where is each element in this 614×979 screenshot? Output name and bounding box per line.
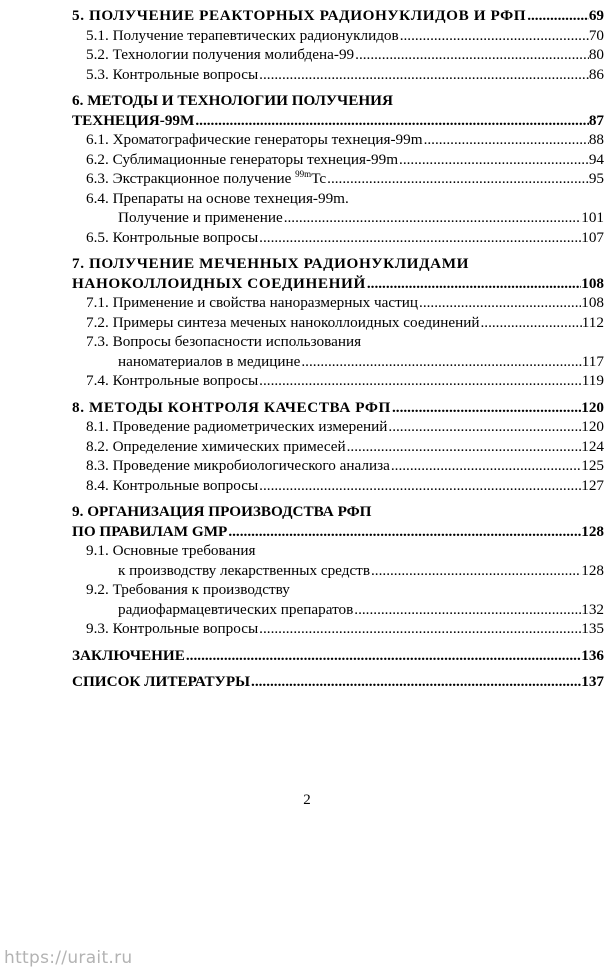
toc-entry-9-title-line1 <box>72 502 604 522</box>
leader-dots <box>387 417 581 437</box>
toc-section-5 <box>72 6 604 84</box>
toc-entry-conclusion[interactable] <box>72 646 604 666</box>
toc-section-9 <box>72 502 604 639</box>
leader-dots <box>353 600 581 620</box>
toc-title: 8. МЕТОДЫ КОНТРОЛЯ КАЧЕСТВА РФП <box>72 398 391 416</box>
toc-page: 127 <box>581 476 604 494</box>
toc-entry-6-5[interactable] <box>72 228 604 248</box>
toc-entry-6-4[interactable] <box>72 208 604 228</box>
leader-dots <box>354 45 589 65</box>
toc-entry-7-2[interactable] <box>72 313 604 333</box>
leader-dots <box>258 371 582 391</box>
leader-dots <box>390 456 581 476</box>
toc-label: 9.1. Основные требования <box>86 542 256 559</box>
toc-page: 95 <box>588 170 604 187</box>
isotope-superscript: 99m <box>295 169 312 179</box>
toc-label: 7.2. Примеры синтеза меченых наноколлоидных соединений <box>86 313 480 331</box>
toc-entry-8-3[interactable] <box>72 456 604 476</box>
leader-dots <box>227 522 581 542</box>
toc-label: 6.1. Хроматографические генераторы технеция-99m <box>86 131 423 148</box>
toc-page: 88 <box>588 131 604 148</box>
toc-page: 128 <box>581 522 604 540</box>
toc-page: 135 <box>581 620 604 637</box>
toc-label: 8.4. Контрольные вопросы <box>86 476 259 494</box>
toc-page: 128 <box>581 561 604 579</box>
toc-page: 108 <box>581 294 604 311</box>
toc-label <box>86 169 326 189</box>
toc-label: 5.3. Контрольные вопросы <box>86 65 259 83</box>
toc-label-text: 6.3. Экстракционное получение <box>86 170 296 187</box>
toc-label: 5.2. Технологии получения молибдена-99 <box>86 46 355 63</box>
toc-entry-9[interactable] <box>72 522 604 542</box>
leader-dots <box>258 619 581 639</box>
leader-dots <box>250 672 581 692</box>
leader-dots <box>258 228 581 248</box>
toc-entry-6-3[interactable] <box>72 169 604 189</box>
leader-dots <box>526 6 589 26</box>
toc-entry-9-3[interactable] <box>72 619 604 639</box>
toc-title: ПО ПРАВИЛАМ GMP <box>72 522 228 540</box>
toc-label: 8.1. Проведение радиометрических измерений <box>86 418 388 435</box>
toc-label: 7.4. Контрольные вопросы <box>86 372 259 389</box>
toc-title: ЗАКЛЮЧЕНИЕ <box>72 646 185 664</box>
toc-page: 70 <box>588 26 604 44</box>
toc-label: 9.3. Контрольные вопросы <box>86 620 259 637</box>
leader-dots <box>258 476 581 496</box>
leader-dots <box>194 111 588 131</box>
toc-entry-9-1-line1 <box>72 541 604 561</box>
toc-title: ТЕХНЕЦИЯ-99М <box>72 111 195 129</box>
table-of-contents <box>72 6 604 692</box>
leader-dots <box>300 352 581 372</box>
toc-entry-8-1[interactable] <box>72 417 604 437</box>
leader-dots <box>423 130 589 150</box>
toc-entry-5-2[interactable] <box>72 45 604 65</box>
toc-section-7 <box>72 254 604 391</box>
toc-section-8 <box>72 398 604 496</box>
leader-dots <box>185 646 581 666</box>
leader-dots <box>418 293 581 313</box>
toc-label: радиофармацевтических препаратов <box>118 600 354 618</box>
toc-entry-7[interactable] <box>72 274 604 294</box>
element-symbol: Tc <box>311 170 327 187</box>
toc-entry-9-2-line1 <box>72 580 604 600</box>
toc-entry-references[interactable] <box>72 672 604 692</box>
toc-page: 125 <box>581 457 604 474</box>
leader-dots <box>346 437 582 457</box>
toc-entry-7-3-line1 <box>72 332 604 352</box>
toc-entry-8-2[interactable] <box>72 437 604 457</box>
toc-page: 132 <box>581 600 604 618</box>
toc-entry-7-3[interactable] <box>72 352 604 372</box>
leader-dots <box>370 561 581 581</box>
leader-dots <box>398 150 589 170</box>
toc-label: 6.4. Препараты на основе технеция-99m. <box>86 189 349 207</box>
toc-entry-9-1[interactable] <box>72 561 604 581</box>
toc-page: 112 <box>581 313 604 331</box>
leader-dots <box>391 398 581 418</box>
toc-title: 9. ОРГАНИЗАЦИЯ ПРОИЗВОДСТВА РФП <box>72 503 372 520</box>
toc-page: 69 <box>588 7 604 24</box>
toc-page: 80 <box>588 46 604 63</box>
toc-label: 5.1. Получение терапевтических радионуклидов <box>86 26 399 44</box>
toc-label: наноматериалов в медицине <box>118 352 301 370</box>
toc-entry-5-1[interactable] <box>72 26 604 46</box>
toc-page: 108 <box>581 274 604 292</box>
toc-section-references <box>72 672 604 692</box>
toc-label: 6.5. Контрольные вопросы <box>86 228 259 246</box>
toc-page: 120 <box>581 418 604 435</box>
watermark-url[interactable]: https://urait.ru <box>4 948 133 968</box>
toc-page: 87 <box>588 111 604 129</box>
toc-title: 6. МЕТОДЫ И ТЕХНОЛОГИИ ПОЛУЧЕНИЯ <box>72 92 393 109</box>
toc-page: 120 <box>581 398 604 416</box>
toc-label: Получение и применение <box>118 209 283 226</box>
toc-label: 7.1. Применение и свойства наноразмерных частиц <box>86 294 419 311</box>
toc-label: к производству лекарственных средств <box>118 561 370 579</box>
toc-entry-7-1[interactable] <box>72 293 604 313</box>
toc-entry-7-4[interactable] <box>72 371 604 391</box>
toc-entry-7-title-line1 <box>72 254 604 274</box>
toc-entry-8-4[interactable] <box>72 476 604 496</box>
toc-entry-6-4-line1 <box>72 189 604 209</box>
toc-page: 136 <box>581 646 604 664</box>
toc-entry-9-2[interactable] <box>72 600 604 620</box>
page-number: 2 <box>303 792 311 808</box>
leader-dots <box>258 65 589 85</box>
leader-dots <box>399 26 589 46</box>
toc-entry-6-1[interactable] <box>72 130 604 150</box>
toc-page: 124 <box>581 437 604 455</box>
leader-dots <box>479 313 581 333</box>
toc-title: СПИСОК ЛИТЕРАТУРЫ <box>72 673 251 690</box>
toc-label: 7.3. Вопросы безопасности использования <box>86 333 362 350</box>
toc-entry-5[interactable] <box>72 6 604 26</box>
toc-label: 9.2. Требования к производству <box>86 581 290 598</box>
toc-entry-5-3[interactable] <box>72 65 604 85</box>
toc-label: 8.3. Проведение микробиологического анализа <box>86 457 390 474</box>
leader-dots <box>366 274 581 294</box>
toc-section-conclusion <box>72 646 604 666</box>
toc-entry-8[interactable] <box>72 398 604 418</box>
toc-label: 8.2. Определение химических примесей <box>86 437 346 455</box>
toc-page: 94 <box>588 150 604 168</box>
toc-label: 6.2. Сублимационные генераторы технеция-99m <box>86 150 399 168</box>
toc-page: 86 <box>588 65 604 83</box>
toc-title: НАНОКОЛЛОИДНЫХ СОЕДИНЕНИЙ <box>72 274 366 292</box>
toc-title: 7. ПОЛУЧЕНИЕ МЕЧЕННЫХ РАДИОНУКЛИДАМИ <box>72 255 470 272</box>
leader-dots <box>283 208 582 228</box>
toc-page: 101 <box>581 209 604 226</box>
toc-entry-6-title-line1 <box>72 91 604 111</box>
toc-title: 5. ПОЛУЧЕНИЕ РЕАКТОРНЫХ РАДИОНУКЛИДОВ И РФП <box>72 7 527 24</box>
toc-entry-6-2[interactable] <box>72 150 604 170</box>
toc-page: 137 <box>581 673 604 690</box>
toc-page: 119 <box>581 372 604 389</box>
toc-entry-6[interactable] <box>72 111 604 131</box>
toc-page: 117 <box>581 352 604 370</box>
toc-section-6 <box>72 91 604 247</box>
toc-page: 107 <box>581 228 604 246</box>
leader-dots <box>326 169 589 189</box>
